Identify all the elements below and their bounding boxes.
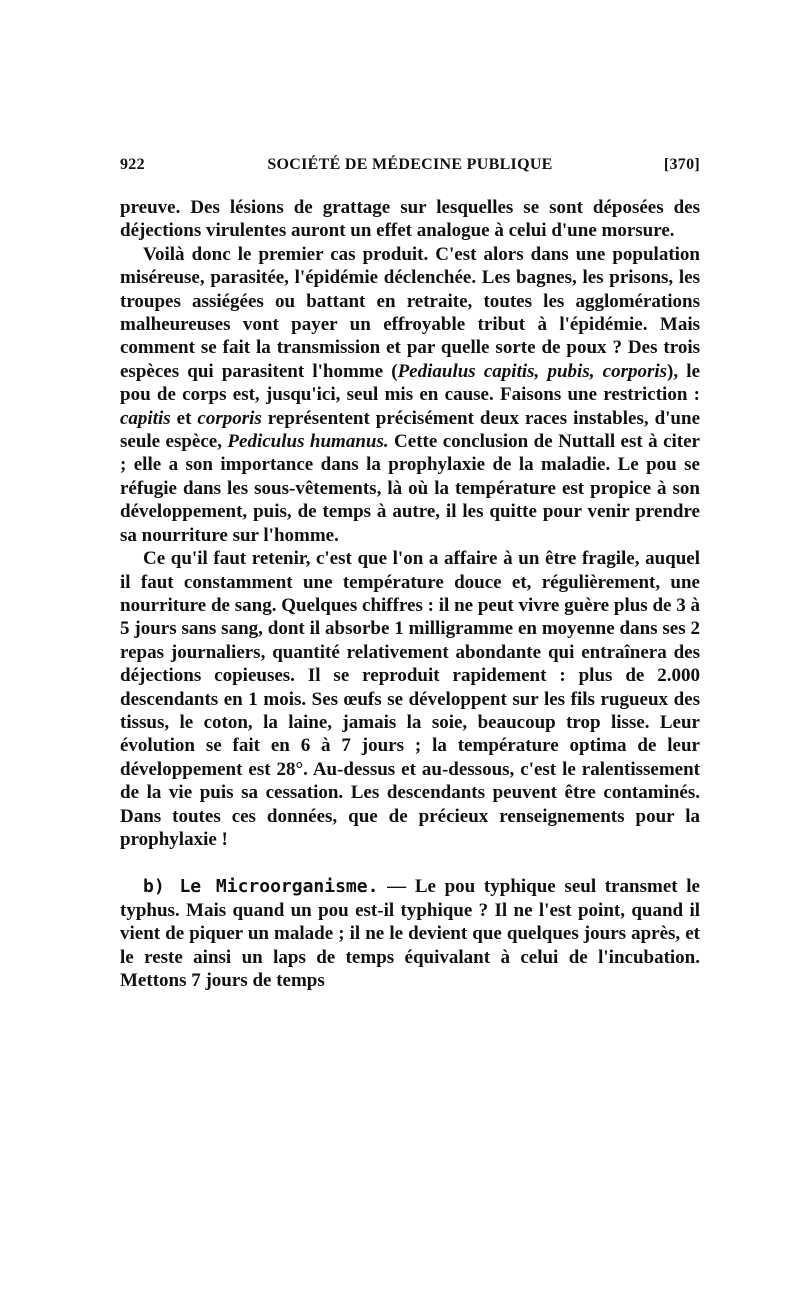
section-heading: b) Le Microorganisme. — [143, 876, 379, 898]
text-run: ), le pou de corps est, jusqu'ici, seul mis en cause. Faisons une restriction : — [120, 360, 700, 406]
italic-corporis: corporis — [197, 407, 262, 429]
paragraph-continuation — [120, 196, 700, 243]
paragraph-text: — Le pou typhique seul transmet le typhus. Mais quand un pou est-il typhique ? Il ne l'est point, quand il vient de piquer un malade ; il ne le devient que quelques jours après, et le reste ainsi un laps de temps équivalant à celui de l'incubation. Mettons 7 jours de temps — [120, 876, 700, 991]
text-run: et — [170, 407, 198, 429]
paragraph-microorganism — [120, 875, 700, 992]
paragraph-transmission — [120, 243, 700, 547]
page-reference: [370] — [663, 156, 700, 173]
body-text — [120, 196, 700, 992]
paragraph-text: Ce qu'il faut retenir, c'est que l'on a affaire à un être fragile, auquel il faut constamment une température douce et, régulièrement, une nourriture de sang. Quelques chiffres : il ne peut vivre guère plus de 3 à 5 jours sans sang, dont il absorbe 1 milligramme en moyenne dans ses 2 repas journaliers, quantité relativement abondante qui entraînera des déjections copieuses. Il se reproduit rapidement : plus de 2.000 descendants en 1 mois. Ses œufs se développent sur les fils rugueux des tissus, le coton, la laine, jamais la soie, beaucoup trop lisse. Leur évolution se fait en 6 à 7 jours ; la température optima de leur développement est 28°. Au-dessus et au-dessous, c'est le ralentissement de la vie puis sa cessation. Les descendants peuvent être contaminés. Dans toutes ces données, que de précieux renseignements pour la prophylaxie ! — [120, 548, 700, 850]
paragraph-text: preuve. Des lésions de grattage sur lesquelles se sont déposées des déjections virulentes auront un effet analogue à celui d'une morsure. — [120, 197, 700, 242]
text-run: représentent précisément deux races instables, d'une seule espèce, — [120, 407, 701, 453]
running-title: SOCIÉTÉ DE MÉDECINE PUBLIQUE — [267, 156, 553, 173]
running-head — [120, 156, 700, 180]
page-number: 922 — [120, 156, 145, 173]
italic-capitis: capitis — [120, 407, 171, 429]
italic-pediculus-humanus: Pediculus humanus. — [227, 431, 389, 453]
text-run: Voilà donc le premier cas produit. C'est alors dans une population miséreuse, parasitée, l'épidémie déclenchée. Les bagnes, les prisons, les troupes assiégées ou battant en retraite, toutes les agglomérations malheureuses vont payer un effroyable tribut à l'épidémie. Mais comment se fait la transmission et par quelle sorte de poux ? Des trois espèces qui parasitent l'homme ( — [120, 243, 700, 382]
italic-species-list: Pediaulus capitis, pubis, corporis — [397, 360, 668, 382]
paragraph-biology — [120, 547, 700, 851]
text-run: Cette conclusion de Nuttall est à citer ; elle a son importance dans la prophylaxie de la maladie. Le pou se réfugie dans les sous-vêtements, là où la température est propice à son développement, puis, de temps à autre, il les quitte pour venir prendre sa nourriture sur l'homme. — [120, 431, 700, 546]
